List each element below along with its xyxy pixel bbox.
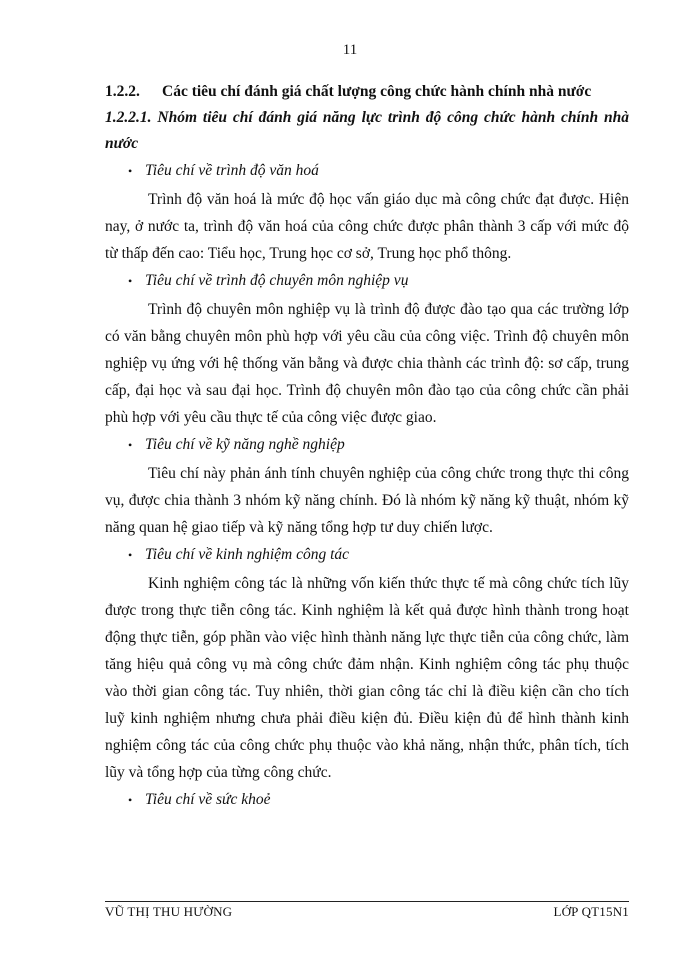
criterion-heading (105, 789, 629, 811)
criterion-title: Tiêu chí về trình độ văn hoá (145, 162, 319, 179)
criterion-paragraph: Tiêu chí này phản ánh tính chuyên nghiệp của công chức trong thực thi công vụ, được chia thành 3 nhóm kỹ năng chính. Đó là nhóm kỹ năng kỹ thuật, nhóm kỹ năng quan hệ giao tiếp và kỹ năng tổng hợp tư duy chiến lược. (105, 465, 629, 536)
criterion-heading (105, 544, 629, 566)
bullet-icon: • (128, 438, 133, 452)
criterion-heading (105, 160, 629, 182)
bullet-icon: • (128, 164, 133, 178)
subsection-heading: 1.2.2.1. Nhóm tiêu chí đánh giá năng lực trình độ công chức hành chính nhà nước (105, 109, 629, 152)
footer-divider (105, 901, 629, 902)
footer-class: LỚP QT15N1 (553, 904, 629, 919)
page-number: 11 (342, 42, 358, 58)
section-title: Các tiêu chí đánh giá chất lượng công chức hành chính nhà nước (162, 83, 592, 100)
bullet-icon: • (128, 793, 133, 807)
criterion-title: Tiêu chí về kinh nghiệm công tác (145, 546, 350, 563)
bullet-icon: • (128, 274, 133, 288)
criterion-paragraph: Trình độ văn hoá là mức độ học vấn giáo dục mà công chức đạt được. Hiện nay, ở nước ta, trình độ văn hoá của công chức được phân thành 3 cấp với mức độ từ thấp đến cao: Tiểu học, Trung học cơ sở, Trung học phổ thông. (105, 191, 629, 262)
criterion-heading (105, 270, 629, 292)
footer-author: VŨ THỊ THU HƯỜNG (105, 904, 233, 919)
criterion-heading (105, 434, 629, 456)
page-footer (105, 904, 629, 920)
criterion-title: Tiêu chí về sức khoẻ (145, 791, 271, 808)
section-heading (105, 82, 629, 102)
criterion-title: Tiêu chí về kỹ năng nghề nghiệp (145, 436, 345, 453)
document-body (105, 82, 629, 815)
section-number: 1.2.2. (105, 83, 140, 100)
criterion-paragraph: Kinh nghiệm công tác là những vốn kiến thức thực tế mà công chức tích lũy được trong thực tiễn công tác. Kinh nghiệm là kết quả được hình thành trong hoạt động thực tiễn, góp phần vào việc hình thành năng lực thực tiễn của công chức, làm tăng hiệu quả công vụ mà công chức đảm nhận. Kinh nghiệm công tác phụ thuộc vào thời gian công tác. Tuy nhiên, thời gian công tác chỉ là điều kiện cần cho tích luỹ kinh nghiệm nhưng chưa phải điều kiện đủ. Điều kiện đủ để hình thành kinh nghiệm công tác của công chức phụ thuộc vào khả năng, nhận thức, phân tích, tích lũy và tổng hợp của từng công chức. (105, 575, 629, 781)
bullet-icon: • (128, 548, 133, 562)
criterion-paragraph: Trình độ chuyên môn nghiệp vụ là trình độ được đào tạo qua các trường lớp có văn bằng chuyên môn phù hợp với yêu cầu của công việc. Trình độ chuyên môn nghiệp vụ ứng với hệ thống văn bằng và được chia thành các trình độ: sơ cấp, trung cấp, đại học và sau đại học. Trình độ chuyên môn đào tạo của công chức cần phải phù hợp với yêu cầu thực tế của công việc được giao. (105, 301, 629, 426)
criterion-title: Tiêu chí về trình độ chuyên môn nghiệp vụ (145, 272, 409, 289)
